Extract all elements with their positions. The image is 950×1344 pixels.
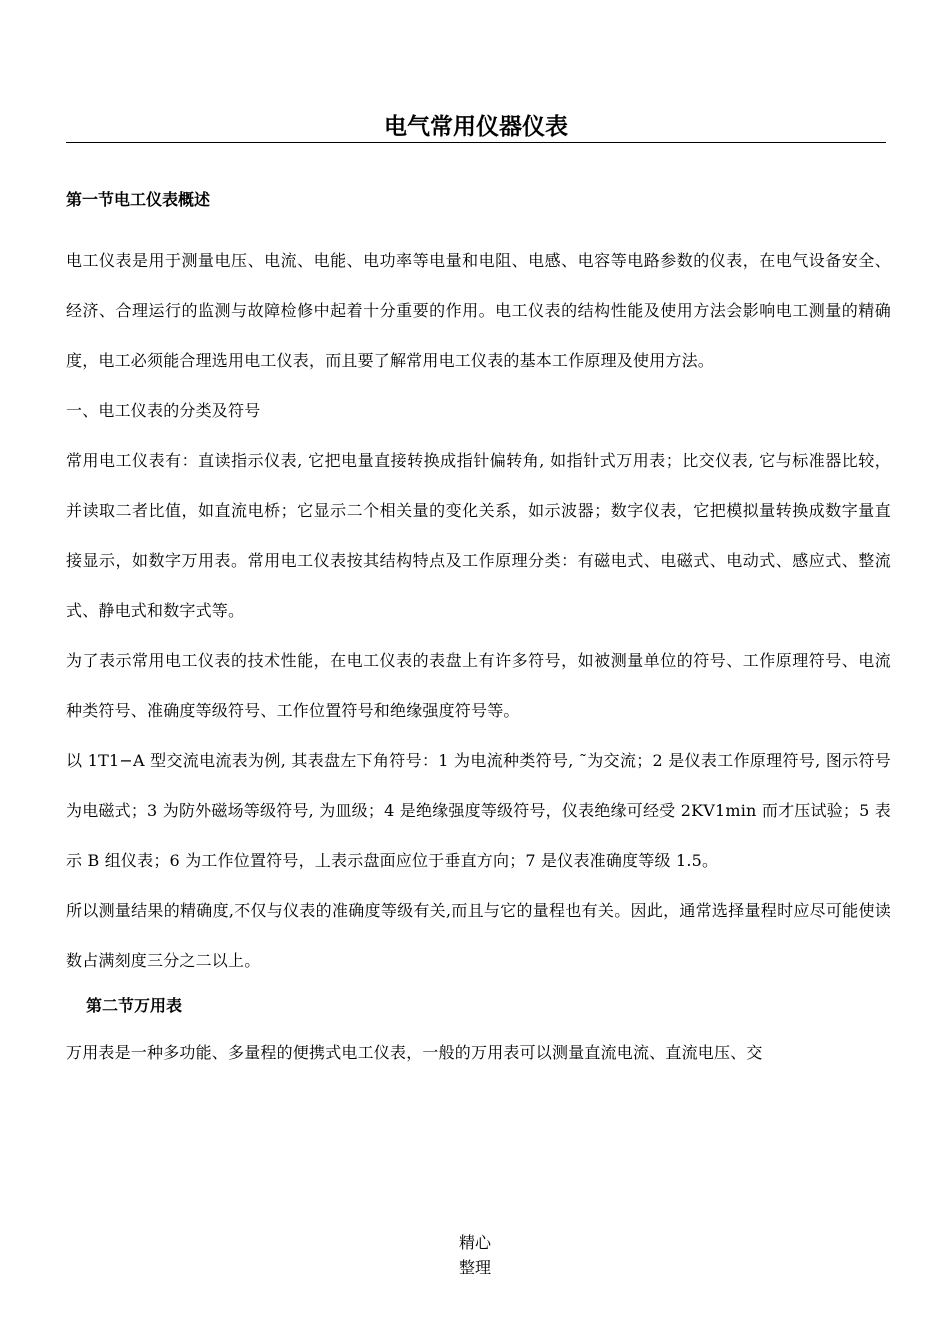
footer-line: 整理	[458, 1258, 491, 1277]
paragraph-example: 以 1T1−A 型交流电流表为例, 其表盘左下角符号：1 为电流种类符号, ˜为交流；2 是仪表工作原理符号, 图示符号为电磁式；3 为防外磁场等级符号, 为皿级；4 是绝缘强度等级符号，仪表绝缘可经受 2KV1min 而才压试验；5 表示 B 组仪表；6 为工作位置符号，丄表示盘面应位于垂直方向；7 是仪表准确度等级 1.5。	[66, 751, 891, 870]
paragraph-intro: 电工仪表是用于测量电压、电流、电能、电功率等电量和电阻、电感、电容等电路参数的仪表，在电气设备安全、经济、合理运行的监测与故障检修中起着十分重要的作用。电工仪表的结构性能及使用方法会影响电工测量的精确度，电工必须能合理选用电工仪表，而且要了解常用电工仪表的基本工作原理及使用方法。	[66, 251, 891, 370]
paragraph-range: 所以测量结果的精确度,不仅与仪表的准确度等级有关,而且与它的量程也有关。因此，通常选择量程时应尽可能使读数占满刻度三分之二以上。	[66, 901, 891, 970]
document-body	[66, 182, 891, 1078]
section-heading: 第二节万用表	[86, 996, 183, 1015]
page-title-container	[66, 112, 886, 143]
paragraph-multimeter: 万用表是一种多功能、多量程的便携式电工仪表，一般的万用表可以测量直流电流、直流电压、交	[66, 1043, 763, 1062]
page-title: 电气常用仪器仪表	[384, 114, 568, 140]
paragraph-types: 常用电工仪表有：直读指示仪表, 它把电量直接转换成指针偏转角, 如指针式万用表；比交仪表, 它与标准器比较，并读取二者比值，如直流电桥；它显示二个相关量的变化关系，如示波器；数字仪表，它把模拟量转换成数字量直接显示，如数字万用表。常用电工仪表按其结构特点及工作原理分类：有磁电式、电磁式、电动式、感应式、整流式、静电式和数字式等。	[66, 451, 891, 620]
section-heading: 第一节电工仪表概述	[66, 190, 211, 209]
sub-heading: 一、电工仪表的分类及符号	[66, 401, 261, 420]
page-footer	[0, 1230, 950, 1280]
footer-line: 精心	[458, 1233, 491, 1252]
paragraph-symbols: 为了表示常用电工仪表的技术性能，在电工仪表的表盘上有许多符号，如被测量单位的符号、工作原理符号、电流种类符号、准确度等级符号、工作位置符号和绝缘强度符号等。	[66, 651, 891, 720]
